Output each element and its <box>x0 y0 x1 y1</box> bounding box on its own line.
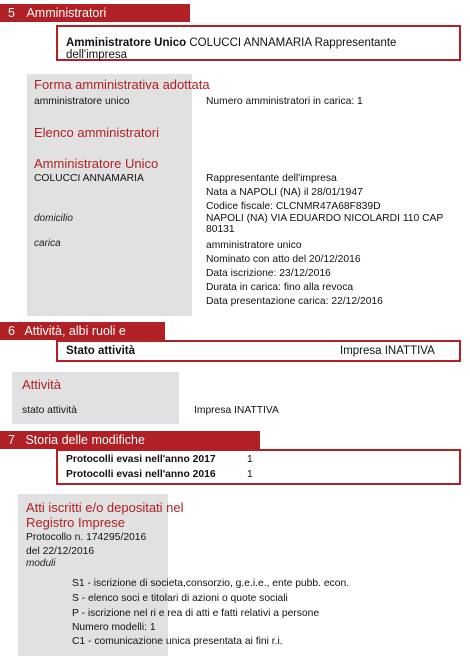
box-label: Stato attività <box>66 345 136 357</box>
admin-title: Amministratore Unico <box>34 156 159 171</box>
attivita-title: Attività <box>22 377 62 392</box>
admin-name: COLUCCI ANNAMARIA <box>34 173 144 184</box>
codice-fiscale: Codice fiscale: CLCNMR47A68F839D <box>206 201 381 212</box>
modulo-item: S - elenco soci e titolari di azioni o quote sociali <box>72 593 288 604</box>
box-value: Impresa INATTIVA <box>340 345 435 357</box>
row-label: Protocolli evasi nell'anno <box>66 454 190 465</box>
section-title: Attività, albi ruoli e licenze <box>8 324 126 356</box>
row-value: 1 <box>247 454 253 465</box>
section-number: 6 <box>8 324 15 338</box>
box-role: Amministratore Unico <box>66 37 187 49</box>
numero-amministratori: Numero amministratori in carica: 1 <box>206 96 363 107</box>
moduli-label: moduli <box>26 558 56 569</box>
forma-value: amministratore unico <box>34 96 130 107</box>
box-text: COLUCCI ANNAMARIA Rappresentante dell'impresa <box>66 37 397 61</box>
section-number: 7 <box>8 433 15 447</box>
section-7-header <box>0 431 260 449</box>
data-presentazione: Data presentazione carica: 22/12/2016 <box>206 296 383 307</box>
elenco-title: Elenco amministratori <box>34 125 159 140</box>
domicilio-label: domicilio <box>34 213 73 224</box>
rappresentante: Rappresentante dell'impresa <box>206 173 337 184</box>
row-value: 1 <box>247 469 253 480</box>
section-title: Storia delle modifiche <box>25 433 145 447</box>
stato-label: stato attività <box>22 405 77 416</box>
atti-title-2: Registro Imprese <box>26 515 125 530</box>
carica-value: amministratore unico <box>206 240 302 251</box>
summary-box <box>56 25 461 61</box>
stato-value: Impresa INATTIVA <box>194 405 279 416</box>
data-iscrizione: Data iscrizione: 23/12/2016 <box>206 268 331 279</box>
modulo-item: C1 - comunicazione unica presentata ai fini r.i. <box>72 636 283 647</box>
modulo-item: Numero modelli: 1 <box>72 622 156 633</box>
protocollo-2: del 22/12/2016 <box>26 546 95 557</box>
section-5-header <box>0 4 190 22</box>
section-title: Amministratori <box>26 6 107 20</box>
nominato: Nominato con atto del 20/12/2016 <box>206 254 361 265</box>
section-number: 5 <box>8 6 15 20</box>
carica-label: carica <box>34 238 61 249</box>
durata: Durata in carica: fino alla revoca <box>206 282 354 293</box>
modulo-item: P - iscrizione nel ri e rea di atti e fatti relativi a persone <box>72 608 320 619</box>
stato-box <box>56 340 461 362</box>
nata: Nata a NAPOLI (NA) il 28/01/1947 <box>206 187 363 198</box>
protocolli-box <box>56 449 461 485</box>
left-gray-column-1 <box>27 74 192 316</box>
forma-title: Forma amministrativa adottata <box>34 77 210 92</box>
row-year: 2017 <box>192 454 216 465</box>
atti-title-1: Atti iscritti e/o depositati nel <box>26 500 184 515</box>
domicilio-value: NAPOLI (NA) VIA EDUARDO NICOLARDI 110 CAP 80131 <box>206 213 444 235</box>
modulo-item: S1 - iscrizione di societa,consorzio, g.e.i.e., ente pubb. econ. <box>72 578 350 589</box>
row-label: Protocolli evasi nell'anno <box>66 469 190 480</box>
protocollo-1: Protocollo n. 174295/2016 <box>26 532 147 543</box>
row-year: 2016 <box>192 469 216 480</box>
